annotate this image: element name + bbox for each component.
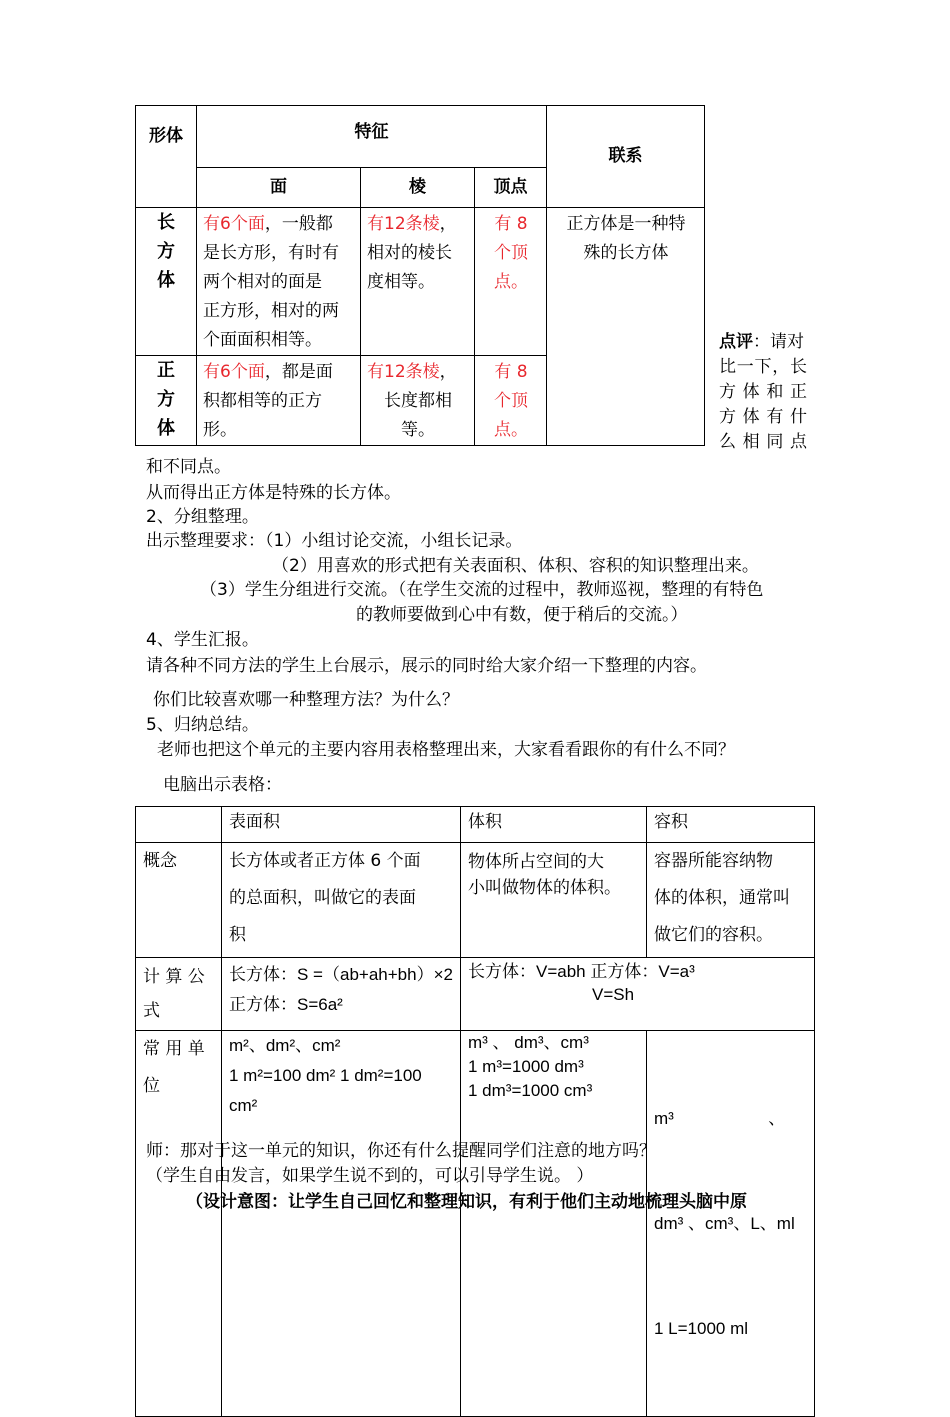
cuboid-edge-text: 度相等。 — [367, 272, 435, 292]
header-relation: 联系 — [547, 106, 705, 208]
cuboid-name — [136, 208, 197, 356]
cube-vertex-text: 点。 — [494, 420, 528, 440]
unit-capacity-text: m³ 、 — [654, 1109, 786, 1128]
body-line: 出示整理要求：（1）小组讨论交流，小组长记录。 — [146, 531, 523, 551]
cuboid-face-text: 正方形，相对的两 — [203, 301, 339, 321]
side-note-label: 点评 — [719, 332, 753, 352]
cube-edge-text: 等。 — [401, 420, 435, 440]
unit-volume — [461, 1031, 647, 1417]
cube-edge — [361, 356, 475, 446]
cube-edge-text: 长度都相 — [384, 391, 452, 411]
cube-vertex-text: 有 8 — [494, 362, 528, 382]
table2-header-capacity: 容积 — [647, 807, 815, 843]
unit-volume-text: m³ 、 dm³、cm³ — [468, 1033, 589, 1052]
cube-name — [136, 356, 197, 446]
relation-text: 正方体是一种特 — [566, 214, 686, 234]
formula-surface — [222, 958, 461, 1031]
unit-label-text: 常 用 单 — [143, 1039, 205, 1059]
body-line: 师：那对于这一单元的知识，你还有什么提醒同学们注意的地方吗？ — [146, 1141, 656, 1161]
cube-name-char: 方 — [157, 389, 175, 410]
body-line: （2）用喜欢的形式把有关表面积、体积、容积的知识整理出来。 — [272, 556, 759, 576]
unit-capacity-text: 1 L=1000 ml — [654, 1319, 749, 1338]
cuboid-face-text: 两个相对的面是 — [203, 272, 322, 292]
table2-header-volume: 体积 — [461, 807, 647, 843]
relation-text: 殊的长方体 — [583, 243, 669, 263]
cube-name-char: 正 — [157, 360, 175, 381]
cube-face — [197, 356, 361, 446]
cuboid-vertex-text: 有 8 — [494, 214, 528, 234]
cube-edge-text: ， — [439, 362, 457, 382]
concept-label: 概念 — [136, 843, 222, 958]
unit-label-text: 位 — [143, 1076, 160, 1096]
side-note-text: 方体和正 — [719, 382, 807, 402]
cuboid-vertex-text: 点。 — [494, 272, 528, 292]
concept-capacity-text: 做它们的容积。 — [654, 925, 773, 945]
cuboid-vertex — [475, 208, 547, 356]
concept-capacity-text: 体的体积，通常叫 — [654, 888, 790, 908]
body-line: 请各种不同方法的学生上台展示，展示的同时给大家介绍一下整理的内容。 — [146, 656, 707, 676]
formula-label-text: 计 算 公 — [143, 967, 205, 987]
header-features: 特征 — [197, 106, 547, 168]
cuboid-face-text: 是长方形，有时有 — [203, 243, 339, 263]
concept-capacity — [647, 843, 815, 958]
concept-capacity-text: 容器所能容纳物 — [654, 851, 773, 871]
table2-header-surface: 表面积 — [222, 807, 461, 843]
body-line: 老师也把这个单元的主要内容用表格整理出来，大家看看跟你的有什么不同？ — [157, 740, 735, 760]
unit-surface-text: m²、dm²、cm² — [229, 1036, 341, 1055]
cuboid-vertex-text: 个顶 — [494, 243, 528, 263]
body-line: 你们比较喜欢哪一种整理方法？为什么？ — [153, 690, 459, 710]
formula-label-text: 式 — [143, 1001, 160, 1021]
unit-surface-text: 1 m²=100 dm² 1 dm²=100 — [229, 1066, 422, 1085]
body-line: 和不同点。 — [146, 457, 231, 477]
concept-volume-text: 物体所占空间的大 — [468, 852, 604, 872]
side-note-text: ：请对 — [753, 332, 804, 352]
cuboid-face-count: 有6个面 — [203, 214, 265, 234]
cuboid-name-char: 长 — [157, 212, 175, 233]
cube-face-text: ，都是面 — [264, 362, 333, 382]
concept-volume-text: 小叫做物体的体积。 — [468, 878, 621, 898]
concept-volume — [461, 843, 647, 958]
cuboid-edge-text: 相对的棱长 — [367, 243, 452, 263]
cube-face-text: 形。 — [203, 420, 237, 440]
concept-surface-text: 的总面积，叫做它的表面 — [229, 888, 416, 908]
header-face: 面 — [197, 168, 361, 208]
side-note-text: 比一下，长 — [719, 357, 807, 377]
unit-surface — [222, 1031, 461, 1417]
body-line: （3）学生分组进行交流。（在学生交流的过程中，教师巡视，整理的有特色 — [200, 580, 764, 600]
body-line: （学生自由发言，如果学生说不到的，可以引导学生说。 ） — [146, 1166, 594, 1186]
formula-volume-text: V=Sh — [592, 985, 635, 1004]
unit-capacity — [647, 1031, 815, 1417]
unit-surface-text: cm² — [229, 1096, 258, 1115]
unit-label — [136, 1031, 222, 1417]
cuboid-face — [197, 208, 361, 356]
header-vertex: 顶点 — [475, 168, 547, 208]
cuboid-name-char: 方 — [157, 241, 175, 262]
body-line: 的教师要做到心中有数，便于稍后的交流。） — [356, 605, 688, 625]
concept-surface-text: 积 — [229, 925, 246, 945]
section-heading: 5、归纳总结。 — [146, 715, 259, 735]
summary-table — [135, 806, 815, 1417]
cube-vertex-text: 个顶 — [494, 391, 528, 411]
body-line: 电脑出示表格： — [163, 775, 282, 795]
concept-surface-text: 长方体或者正方体 6 个面 — [229, 851, 421, 871]
cuboid-name-char: 体 — [157, 270, 175, 291]
side-note — [719, 330, 807, 455]
cube-name-char: 体 — [157, 418, 175, 439]
cube-face-count: 有6个面 — [203, 362, 265, 382]
cuboid-edge — [361, 208, 475, 356]
formula-volume — [461, 958, 815, 1031]
side-note-text: 方体有什 — [719, 407, 807, 427]
formula-volume-text: 长方体：V=abh 正方体：V=a³ — [468, 962, 695, 981]
table2-corner — [136, 807, 222, 843]
cuboid-edge-count: 有12条棱 — [367, 214, 440, 234]
body-line: 从而得出正方体是特殊的长方体。 — [146, 483, 401, 503]
header-shape: 形体 — [136, 106, 197, 208]
design-intent: （设计意图：让学生自己回忆和整理知识，有利于他们主动地梳理头脑中原 — [186, 1192, 747, 1212]
section-heading: 2、分组整理。 — [146, 507, 259, 527]
formula-label — [136, 958, 222, 1031]
cube-face-text: 积都相等的正方 — [203, 391, 322, 411]
unit-capacity-text: dm³ 、cm³、L、ml — [654, 1214, 795, 1233]
cuboid-face-text: ，一般都 — [264, 214, 333, 234]
unit-volume-text: 1 m³=1000 dm³ — [468, 1057, 584, 1076]
concept-surface — [222, 843, 461, 958]
formula-surface-text: 正方体：S=6a² — [229, 995, 343, 1014]
side-note-text: 么相同点 — [719, 432, 807, 452]
cuboid-face-text: 个面面积相等。 — [203, 330, 322, 350]
header-edge: 棱 — [361, 168, 475, 208]
relation-cell — [547, 208, 705, 446]
formula-surface-text: 长方体：S =（ab+ah+bh）×2 — [229, 965, 453, 984]
shape-features-table — [135, 105, 705, 446]
cuboid-edge-text: ， — [439, 214, 457, 234]
unit-volume-text: 1 dm³=1000 cm³ — [468, 1081, 593, 1100]
cube-vertex — [475, 356, 547, 446]
cube-edge-count: 有12条棱 — [367, 362, 440, 382]
section-heading: 4、学生汇报。 — [146, 630, 259, 650]
